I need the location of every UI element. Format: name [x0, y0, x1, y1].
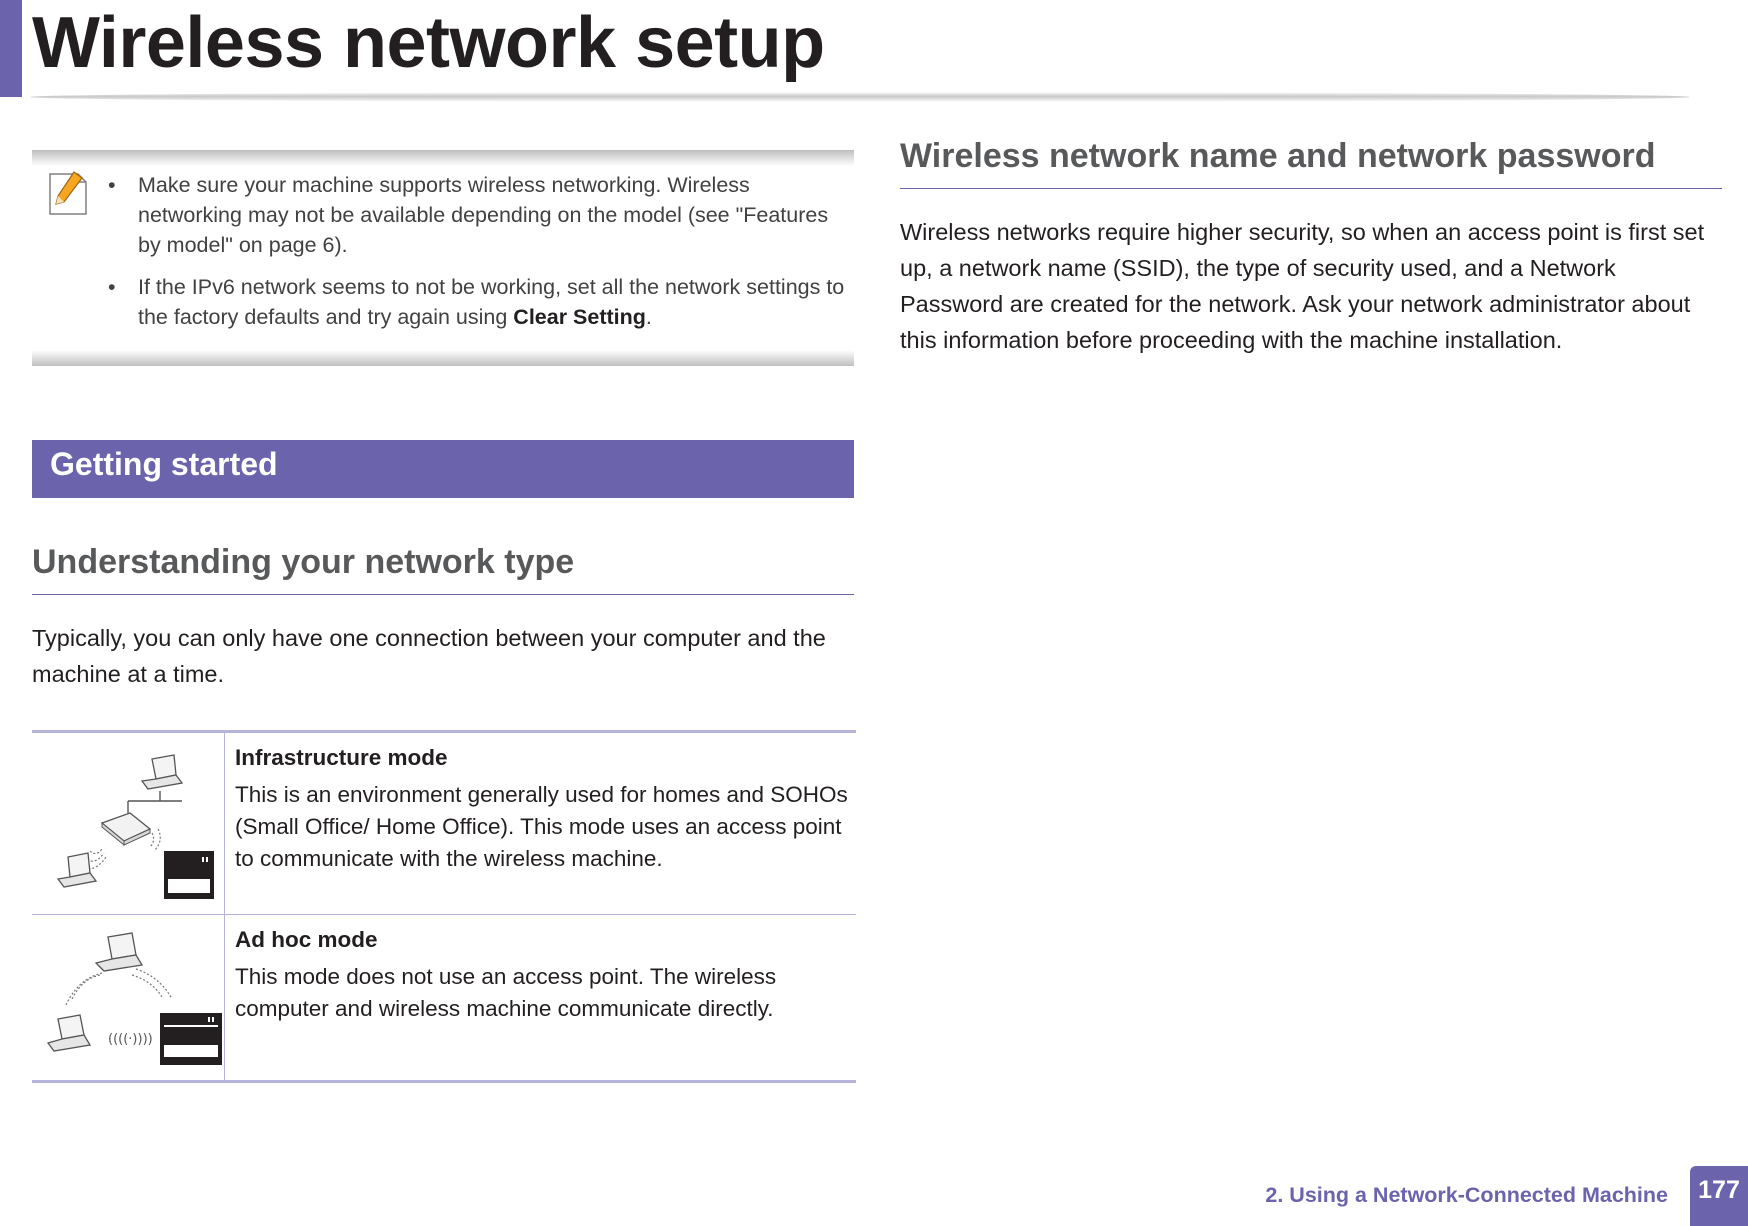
laptop-icon: [142, 755, 182, 789]
section-title: Getting started: [50, 446, 278, 482]
infrastructure-illustration: [32, 732, 225, 915]
laptop-icon: [96, 933, 142, 971]
page-number: 177: [1698, 1176, 1740, 1204]
mode-description: This mode does not use an access point. The wireless computer and wireless machine communicate directly.: [235, 964, 777, 1021]
infrastructure-network-icon: [32, 733, 224, 909]
clear-setting-label: Clear Setting: [513, 305, 646, 329]
note-item: • If the IPv6 network seems to not be working, set all the network settings to the factory defaults and try again using Clear Setting.: [108, 272, 854, 332]
signal-icon: ((((·)))): [108, 1032, 153, 1047]
note-list: [108, 170, 854, 344]
access-point-icon: [102, 813, 150, 845]
password-heading: Wireless network name and network password: [900, 137, 1656, 175]
heading-rule: [900, 188, 1722, 189]
heading-rule: [32, 594, 854, 595]
title-divider: [30, 92, 1690, 102]
network-mode-table: [32, 730, 856, 1083]
adhoc-network-icon: [32, 915, 224, 1075]
network-type-heading: Understanding your network type: [32, 543, 575, 581]
adhoc-mode-cell: [225, 915, 857, 1082]
note-box-bottom-border: [32, 350, 854, 366]
laptop-icon: [48, 1015, 90, 1051]
network-type-body: Typically, you can only have one connection between your computer and the machine at a time.: [32, 625, 826, 687]
table-row: [32, 732, 856, 915]
note-box-top-border: [32, 150, 854, 166]
adhoc-illustration: [32, 915, 225, 1082]
laptop-icon: [58, 853, 96, 887]
note-pencil-icon: [48, 170, 88, 216]
mode-title: Ad hoc mode: [235, 927, 378, 952]
page-number-badge: [1690, 1166, 1748, 1226]
printer-icon: [164, 851, 214, 899]
mode-title: Infrastructure mode: [235, 745, 448, 770]
infrastructure-mode-cell: [225, 732, 857, 915]
password-body: Wireless networks require higher security, so when an access point is first set up, a network name (SSID), the type of security used, and a Network Password are created for the network. Ask your network administrator about this information before proceeding with the machine installation.: [900, 219, 1705, 353]
page-title: Wireless network setup: [32, 3, 825, 83]
mode-description: This is an environment generally used for homes and SOHOs (Small Office/ Home Office). This mode uses an access point to communicate with the wireless machine.: [235, 782, 848, 871]
footer-chapter: 2. Using a Network-Connected Machine: [1265, 1183, 1668, 1207]
table-row: [32, 915, 856, 1082]
note-item: • Make sure your machine supports wireless networking. Wireless networking may not be available depending on the model (see "Features by model" on page 6).: [108, 170, 854, 260]
section-header: [32, 440, 854, 498]
title-accent-bar: [0, 0, 22, 97]
printer-icon: [160, 1013, 222, 1065]
